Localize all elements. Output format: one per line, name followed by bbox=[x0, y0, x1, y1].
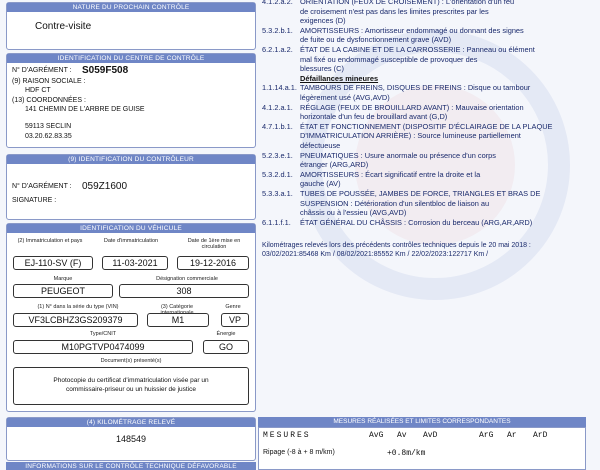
date-immat-label: Date d'immatriculation bbox=[103, 238, 159, 244]
vehicule-panel bbox=[6, 223, 256, 412]
marque-label: Marque bbox=[53, 276, 73, 282]
defect-text: gauche (AV) bbox=[300, 179, 341, 189]
centre-coord-label: (13) COORDONNÉES : bbox=[12, 97, 86, 104]
docs-label: Document(s) présenté(s) bbox=[100, 358, 162, 364]
defect-text: de croisement n'est pas dans les limites prescrites par les bbox=[300, 6, 489, 16]
km-history-line1: Kilométrages relevés lors des précédents contrôles techniques depuis le 20 mai 2018 : bbox=[262, 242, 531, 249]
defect-line bbox=[262, 160, 592, 169]
docs-line2: commissaire-priseur ou un huissier de justice bbox=[65, 386, 197, 393]
defect-code: 6.1.1.f.1. bbox=[262, 217, 291, 227]
defect-line bbox=[262, 35, 592, 44]
measures-col-arg: ArG bbox=[479, 431, 494, 440]
defect-line bbox=[262, 189, 592, 198]
kilometrage-value: 148549 bbox=[115, 434, 147, 444]
defect-text: AMORTISSEURS : Amortisseur endommagé ou donnant des signes bbox=[300, 25, 524, 35]
defect-line bbox=[262, 199, 592, 208]
defect-line bbox=[262, 55, 592, 64]
defect-code: 5.3.2.d.1. bbox=[262, 169, 293, 179]
docs-box bbox=[13, 367, 249, 405]
centre-address-line1: 141 CHEMIN DE L'ARBRE DE GUISE bbox=[25, 106, 145, 113]
date-circ-label: Date de 1ère mise en circulation bbox=[187, 238, 241, 250]
defect-text: AMORTISSEURS : Écart significatif entre la droite et la bbox=[300, 169, 481, 179]
defect-line bbox=[262, 26, 592, 35]
defect-line bbox=[262, 218, 592, 227]
defect-text: défectueuse bbox=[300, 141, 341, 150]
defect-line bbox=[262, 83, 592, 92]
defect-code: 6.2.1.a.2. bbox=[262, 45, 293, 54]
designation-label: Désignation commerciale bbox=[156, 276, 218, 282]
next-visit-header: NATURE DU PROCHAIN CONTRÔLE bbox=[7, 3, 255, 12]
type-label: Type/CNIT bbox=[89, 331, 117, 337]
defect-line bbox=[262, 151, 592, 160]
categorie-value: M1 bbox=[147, 313, 209, 327]
defect-text: Défaillances mineures bbox=[300, 73, 379, 83]
defect-code: 5.3.2.b.1. bbox=[262, 25, 293, 35]
defect-code: 5.2.3.e.1. bbox=[262, 150, 293, 160]
vin-label: (1) N° dans la série du type (VIN) bbox=[37, 304, 119, 310]
defect-code: 4.1.2.a.2. bbox=[262, 0, 293, 6]
centre-raison-label: (9) RAISON SOCIALE : bbox=[12, 78, 86, 85]
defect-line bbox=[262, 131, 592, 140]
centre-agrement-label: N° D'AGRÉMENT : bbox=[12, 67, 72, 74]
defect-line bbox=[262, 7, 592, 16]
measures-col-av: Av bbox=[397, 431, 407, 440]
next-visit-panel bbox=[6, 2, 256, 50]
measures-col-avd: AvD bbox=[423, 431, 438, 440]
measures-title: MESURES bbox=[263, 431, 311, 440]
genre-value: VP bbox=[221, 313, 249, 327]
centre-phone: 03.20.62.83.35 bbox=[25, 133, 72, 140]
ripage-value: +0.8m/km bbox=[387, 449, 426, 458]
marque-value: PEUGEOT bbox=[13, 284, 113, 298]
defect-text: de fuite ou de dysfonctionnement grave (AVD) bbox=[300, 35, 452, 45]
defect-text: TUBES DE POUSSÉE, JAMBES DE FORCE, TRIANGLES ET BRAS DE bbox=[300, 189, 541, 198]
measures-header: MESURES RÉALISÉES ET LIMITES CORRESPONDANTES bbox=[258, 417, 586, 427]
kilometrage-panel bbox=[6, 417, 256, 461]
defect-line bbox=[262, 64, 592, 73]
defect-line bbox=[262, 170, 592, 179]
vin-value: VF3LCBHZ3GS209379 bbox=[13, 313, 138, 327]
genre-label: Genre bbox=[225, 304, 241, 310]
defect-text: ORIENTATION (FEUX DE CROISEMENT) : L'orientation d'un feu bbox=[300, 0, 515, 6]
controleur-agrement-value: 059Z1600 bbox=[82, 181, 128, 192]
defect-line bbox=[262, 122, 592, 131]
defect-line bbox=[262, 208, 592, 217]
defect-code: 1.1.14.a.1. bbox=[262, 83, 297, 93]
defect-text: TAMBOURS DE FREINS, DISQUES DE FREINS : Disque ou tambour bbox=[300, 83, 531, 93]
defect-text: ÉTAT DE LA CABINE ET DE LA CARROSSERIE : Panneau ou élément bbox=[300, 45, 535, 54]
next-visit-value: Contre-visite bbox=[35, 21, 92, 32]
immat-value: EJ-110-SV (F) bbox=[13, 256, 93, 270]
defect-line bbox=[262, 103, 592, 112]
measures-col-avg: AvG bbox=[369, 431, 384, 440]
designation-value: 308 bbox=[119, 284, 249, 298]
defect-line bbox=[262, 45, 592, 54]
bottom-header: INFORMATIONS SUR LE CONTRÔLE TECHNIQUE DÉFAVORABLE bbox=[6, 462, 256, 470]
centre-agrement-value: S059F508 bbox=[82, 65, 129, 76]
defect-line bbox=[262, 112, 592, 121]
defect-code: 4.1.2.a.1. bbox=[262, 102, 293, 112]
controleur-signature-label: SIGNATURE : bbox=[12, 197, 57, 204]
type-value: M10PGTVP0474099 bbox=[13, 340, 193, 354]
defect-text: châssis ou à l'essieu (AVG,AVD) bbox=[300, 208, 407, 218]
defect-text: SUSPENSION : Détérioration d'un silentbloc de liaison au bbox=[300, 198, 490, 208]
defect-text: étranger (ARG,ARD) bbox=[300, 160, 369, 170]
categorie-label: (3) Catégorie bbox=[160, 304, 194, 310]
defect-text: horizontale d'un feu de brouillard avant (G,D) bbox=[300, 112, 448, 122]
vehicule-header: IDENTIFICATION DU VÉHICULE bbox=[7, 224, 255, 233]
defect-line bbox=[262, 141, 592, 150]
centre-address-line2: 59113 SECLIN bbox=[25, 123, 72, 130]
defect-line bbox=[262, 74, 592, 83]
controleur-agrement-label: N° D'AGRÉMENT : bbox=[12, 183, 72, 190]
centre-panel bbox=[6, 53, 256, 148]
defect-line bbox=[262, 179, 592, 188]
controleur-header: (9) IDENTIFICATION DU CONTRÔLEUR bbox=[7, 155, 255, 164]
defect-text: PNEUMATIQUES : Usure anormale ou présence d'un corps bbox=[300, 150, 496, 160]
defect-code: 4.7.1.b.1. bbox=[262, 121, 293, 131]
defect-code: 5.3.3.a.1. bbox=[262, 189, 293, 198]
defect-text: mal fixé ou endommagé susceptible de provoquer des bbox=[300, 54, 478, 64]
defect-line bbox=[262, 0, 592, 6]
energie-value: GO bbox=[203, 340, 249, 354]
defect-line bbox=[262, 16, 592, 25]
controleur-panel bbox=[6, 154, 256, 220]
defect-text: D'IMMATRICULATION ARRIÈRE) : Source lumineuse partiellement bbox=[300, 131, 521, 141]
energie-label: Énergie bbox=[216, 331, 236, 337]
defect-text: RÉGLAGE (FEUX DE BROUILLARD AVANT) : Mauvaise orientation bbox=[300, 102, 524, 112]
centre-raison-value: HDF CT bbox=[25, 87, 51, 94]
date-immat-value: 11-03-2021 bbox=[102, 256, 168, 270]
defect-line bbox=[262, 93, 592, 102]
kilometrage-header: (4) KILOMÉTRAGE RELEVÉ bbox=[7, 418, 255, 427]
defect-text: ÉTAT GÉNÉRAL DU CHÂSSIS : Corrosion du berceau (ARG,AR,ARD) bbox=[300, 217, 533, 227]
measures-box bbox=[258, 427, 586, 470]
docs-line1: Photocopie du certificat d'immatriculation visée par un bbox=[53, 377, 209, 384]
measures-col-ard: ArD bbox=[533, 431, 548, 440]
immat-label: (2) Immatriculation et pays bbox=[17, 238, 83, 244]
defect-text: ÉTAT ET FONCTIONNEMENT (DISPOSITIF D'ÉCLAIRAGE DE LA PLAQUE bbox=[300, 121, 553, 131]
measures-col-ar: Ar bbox=[507, 431, 517, 440]
centre-header: IDENTIFICATION DU CENTRE DE CONTRÔLE bbox=[7, 54, 255, 63]
km-history-line2: 03/02/2021:85468 Km / 08/02/2021:85552 Km / 22/02/2023:122717 Km / bbox=[262, 251, 489, 258]
defect-text: exigences (D) bbox=[300, 16, 346, 26]
defect-text: légèrement usé (AVG,AVD) bbox=[300, 93, 390, 102]
date-circ-value: 19-12-2016 bbox=[177, 256, 249, 270]
ripage-label: Ripage (-8 à + 8 m/km) bbox=[263, 449, 335, 456]
defect-text: blessures (C) bbox=[300, 64, 344, 74]
